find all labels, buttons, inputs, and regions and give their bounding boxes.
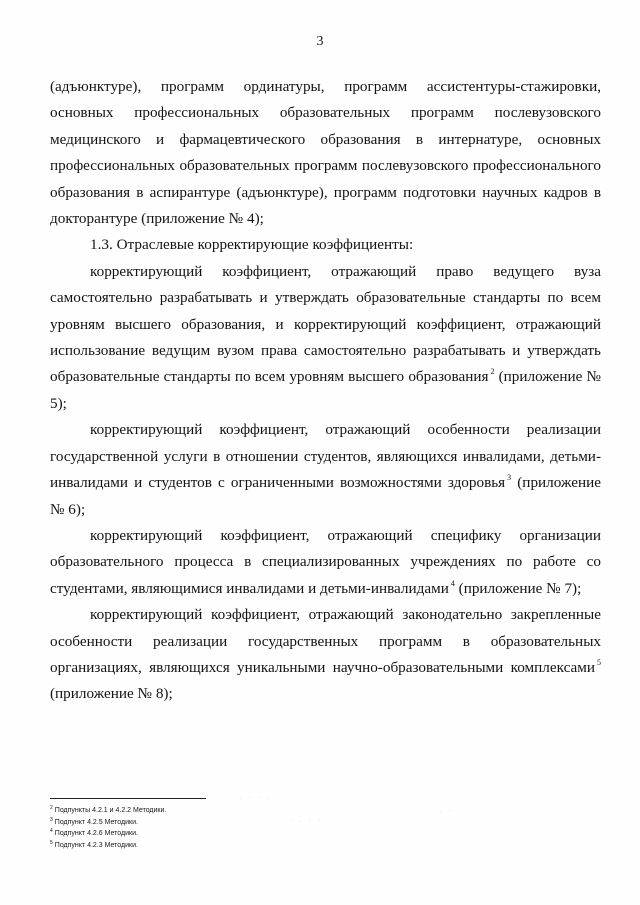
footnote-item <box>50 805 350 817</box>
section-heading-text: 1.3. Отраслевые корректирующие коэффициенты: <box>90 236 414 254</box>
footnote-reference[interactable]: 4 <box>450 578 455 588</box>
appendix-reference: (приложение № 5); <box>50 368 601 412</box>
page-number: 3 <box>316 34 324 49</box>
paragraph-continuation <box>50 74 601 232</box>
footnotes <box>50 805 350 851</box>
footnote-text: Подпункт 4.2.5 Методики. <box>54 818 138 826</box>
footnote-mark: 4 <box>50 828 53 834</box>
footnote-item <box>50 828 350 840</box>
appendix-reference: (приложение № 8); <box>50 685 173 703</box>
paragraph-text: корректирующий коэффициент, отражающий право ведущего вуза самостоятельно разрабатывать и утверждать образовательные стандарты по всем уровням высшего образования, и корректирующий коэффициент, отражающий использование ведущим вузом права самостоятельно разрабатывать и утверждать образовательные стандарты по всем уровням высшего образования <box>50 262 601 386</box>
footnote-item <box>50 840 350 852</box>
paragraph-text: корректирующий коэффициент, отражающий законодательно закрепленные особенности реализации государственных программ в образовательных организациях, являющихся уникальными научно-образовательными комплексами <box>50 606 601 676</box>
paragraph-text: корректирующий коэффициент, отражающий специфику организации образовательного процесса в специализированных учреждениях по работе со студентами, являющимися инвалидами и детьми-инвалидами <box>50 526 601 597</box>
footnote-reference[interactable]: 3 <box>507 473 512 483</box>
footnote-separator <box>50 798 206 799</box>
section-heading-1-3 <box>50 232 601 258</box>
appendix-reference: (приложение № 6); <box>50 474 601 518</box>
list-item-coefficient <box>50 259 601 417</box>
footnote-text: Подпункт 4.2.6 Методики. <box>54 830 138 837</box>
appendix-reference: (приложение № 7); <box>454 579 582 597</box>
footnote-mark: 3 <box>50 816 53 823</box>
paragraph-text: корректирующий коэффициент, отражающий особенности реализации государственной услуги в отношении студентов, являющихся инвалидами, детьми-инвалидами и студентов с ограниченными возможностями здоровья <box>50 421 601 492</box>
scan-noise: · . · · <box>290 818 323 824</box>
footnote-reference[interactable]: 2 <box>490 367 495 377</box>
scan-noise: . · <box>440 808 454 814</box>
list-item-coefficient <box>50 523 601 602</box>
paragraph-text: (адъюнктуре), программ ординатуры, программ ассистентуры-стажировки, основных профессиональных образовательных программ послевузовского медицинского и фармацевтического образования в интернатуре, основных профессиональных образовательных программ послевузовского профессионального образования в аспирантуре (адъюнктуре), программ подготовки научных кадров в докторантуре (приложение № 4); <box>50 78 601 228</box>
footnote-reference[interactable]: 5 <box>597 657 601 667</box>
scan-noise: . · · . <box>240 795 273 801</box>
list-item-coefficient <box>50 417 601 523</box>
footnote-mark: 5 <box>50 839 53 846</box>
footnote-text: Подпункт 4.2.3 Методики. <box>54 841 138 849</box>
footnote-text: Подпункты 4.2.1 и 4.2.2 Методики. <box>54 807 167 814</box>
document-body <box>50 74 601 708</box>
list-item-coefficient <box>50 602 601 708</box>
footnote-mark: 2 <box>50 805 53 811</box>
